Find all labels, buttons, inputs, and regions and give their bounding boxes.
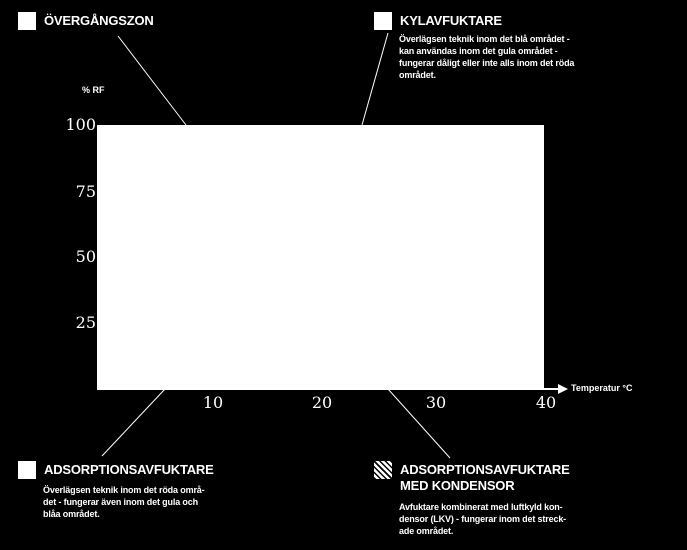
adsorption-condenser-title-line: MED KONDENSOR: [400, 478, 515, 493]
y-tick-label: 50: [75, 247, 96, 266]
adsorption-dehumidifier-description: [43, 484, 205, 520]
adsorption-condenser-title: [400, 462, 570, 494]
x-tick-label: 10: [202, 393, 224, 412]
adsorption-dehumidifier-swatch: [18, 461, 36, 479]
adsorption-desc-line: det - fungerar även inom det gula och: [43, 497, 198, 507]
cooling-dehumidifier-leader-line: [362, 33, 388, 125]
adsorption-condenser-desc-line: ade området.: [399, 526, 454, 536]
adsorption-condenser-desc-line: Avfuktare kombinerat med luftkyld kon-: [399, 502, 563, 512]
adsorption-dehumidifier-title: ADSORPTIONSAVFUKTARE: [44, 462, 214, 477]
adsorption-leader-line: [102, 389, 165, 456]
y-tick-label: 100: [65, 115, 96, 134]
x-tick-label: 20: [311, 393, 333, 412]
cooling-dehumidifier-title: KYLAVFUKTARE: [400, 13, 502, 28]
adsorption-condenser-swatch: [374, 461, 392, 479]
x-tick-label: 40: [535, 393, 557, 412]
cooling-desc-line: kan användas inom det gula området -: [399, 46, 558, 56]
adsorption-desc-line: blåa området.: [43, 509, 100, 519]
adsorption-condenser-title-line: ADSORPTIONSAVFUKTARE: [400, 462, 570, 477]
y-tick-label: 25: [75, 313, 96, 332]
cooling-desc-line: området.: [399, 70, 436, 80]
cooling-desc-line: Överlägsen teknik inom det blå området -: [399, 34, 570, 44]
adsorption-condenser-description: [399, 501, 566, 537]
y-axis-label: % RF: [82, 85, 105, 95]
x-axis-arrowhead: [558, 384, 568, 394]
transition-zone-leader-line: [118, 36, 186, 125]
adsorption-desc-line: Överlägsen teknik inom det röda områ-: [43, 485, 205, 495]
x-axis-label: Temperatur °C: [571, 383, 633, 393]
cooling-desc-line: fungerar dåligt eller inte alls inom det röda: [399, 58, 575, 68]
plot-area: [97, 125, 544, 389]
y-tick-label: 75: [75, 182, 96, 201]
transition-zone-title: ÖVERGÅNGSZON: [44, 13, 154, 28]
adsorption-condenser-desc-line: densor (LKV) - fungerar inom det streck-: [399, 514, 567, 524]
x-tick-label: 30: [425, 393, 447, 412]
